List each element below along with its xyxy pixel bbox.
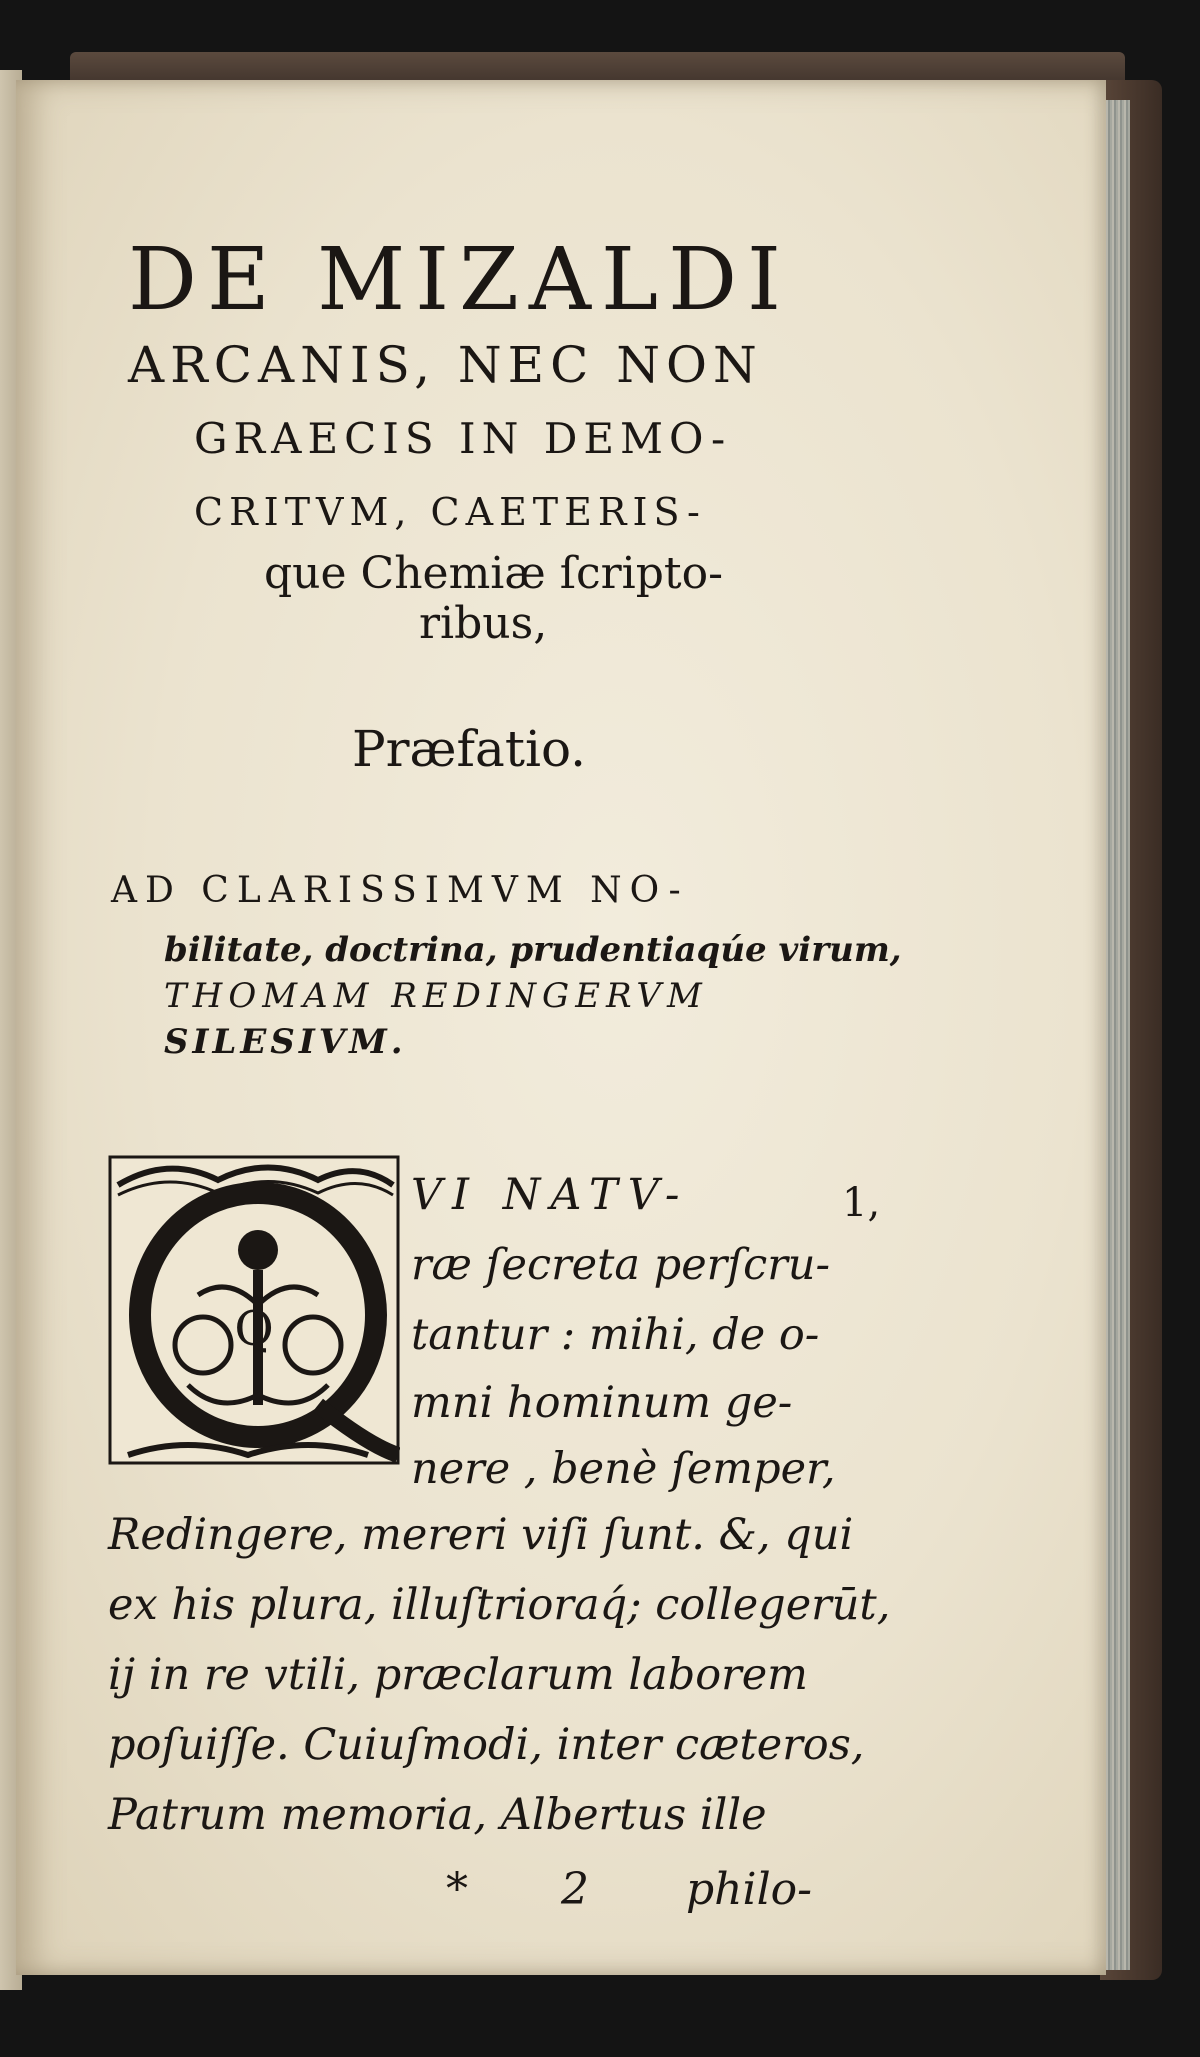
title-line-1: DE MIZALDI bbox=[128, 230, 791, 330]
title-line-6: ribus, bbox=[419, 598, 548, 649]
preface-heading: Præfatio. bbox=[352, 720, 587, 778]
dedication-line-1: AD CLARISSIMVM NO- bbox=[111, 870, 689, 911]
body-line-2: ræ ſecreta perſcru- bbox=[411, 1240, 830, 1290]
initial-letter: Q bbox=[234, 1301, 274, 1357]
title-line-5: que Chemiæ ſcripto- bbox=[264, 548, 723, 599]
dedication-line-2: bilitate, doctrina, prudentiaqúe virum, bbox=[164, 930, 902, 970]
body-line-1: VI NATV- bbox=[411, 1170, 690, 1220]
title-line-2: ARCANIS, NEC NON bbox=[128, 336, 763, 394]
body-line-5: nere , benè ſemper, bbox=[411, 1444, 836, 1494]
signature-star: * bbox=[446, 1864, 468, 1915]
body-line-9: poſuiſſe. Cuiuſmodi, inter cæteros, bbox=[108, 1720, 865, 1770]
signature-sheet: 2 bbox=[561, 1864, 589, 1915]
dedication-line-3: THOMAM REDINGERVM bbox=[164, 976, 708, 1016]
catchword: philo- bbox=[686, 1864, 813, 1915]
title-line-3: GRAECIS IN DEMO- bbox=[194, 414, 732, 463]
decorated-initial-q bbox=[108, 1155, 400, 1465]
body-line-6: Redingere, mereri viſi ſunt. &, qui bbox=[108, 1510, 854, 1560]
body-line-10: Patrum memoria, Albertus ille bbox=[108, 1790, 767, 1840]
dedication-line-4: SILESIVM. bbox=[164, 1022, 407, 1062]
title-line-4: CRITVM, CAETERIS- bbox=[194, 490, 706, 534]
margin-note: 1, bbox=[842, 1180, 881, 1226]
body-line-4: mni hominum ge- bbox=[411, 1378, 793, 1428]
body-line-7: ex his plura, illuſtrioraq́; collegerūt, bbox=[108, 1580, 891, 1630]
body-line-3: tantur : mihi, de o- bbox=[411, 1310, 820, 1360]
printed-page bbox=[16, 80, 1106, 1975]
body-line-8: ij in re vtili, præclarum laborem bbox=[108, 1650, 808, 1700]
